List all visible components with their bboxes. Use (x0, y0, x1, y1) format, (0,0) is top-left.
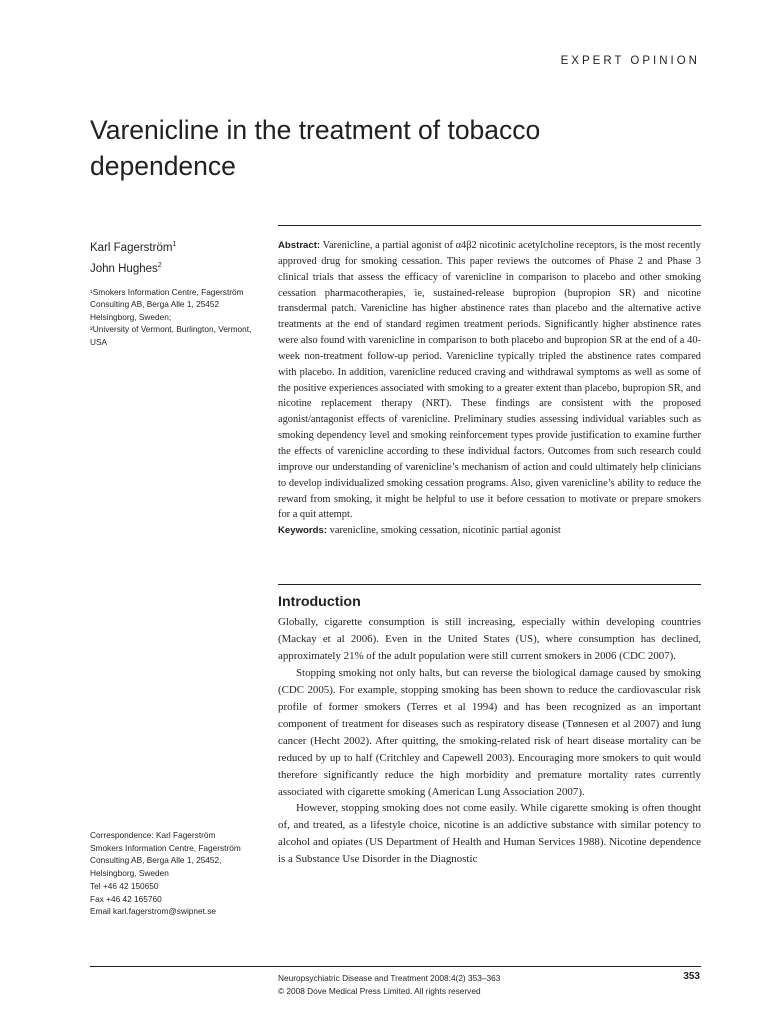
body-paragraph: Globally, cigarette consumption is still increasing, especially within developing countries (Mackay et al 2006). Even in the United States (US), where consumption has declined, approximately 21% of the adult population were still current smokers in 2006 (CDC 2007). (278, 616, 701, 662)
introduction-body (278, 614, 701, 868)
abstract-paragraph (278, 238, 701, 523)
section-label: EXPERT OPINION (560, 55, 700, 67)
page-number: 353 (683, 971, 700, 982)
affiliations (90, 286, 262, 349)
keywords-text: varenicline, smoking cessation, nicotinic partial agonist (329, 525, 561, 537)
correspondence-email: Email karl.fagerstrom@swipnet.se (90, 906, 217, 917)
author-affil-marker: 2 (157, 261, 162, 269)
author-1 (90, 236, 262, 257)
correspondence-line: Fax +46 42 165760 (90, 893, 162, 904)
abstract-text: Varenicline, a partial agonist of α4β2 nicotinic acetylcholine receptors, is the most recently approved drug for smoking cessation. This paper reviews the outcomes of Phase 2 and Phase 3 clinical trials that assess the efficacy of varenicline in comparison to placebo and other smoking cessation pharmacotherapies, ie, sustained-release bupropion (bupropion SR) and nicotine transdermal patch. Varenicline has higher abstinence rates than placebo and the alternative active treatments at the end of standard regimen treatment periods. Significantly higher abstinence rates were also found with varenicline in comparison to both placebo and bupropion SR at the end of a 40-week non-treatment follow-up period. Varenicline typically tripled the abstinence rates compared with placebo. In addition, varenicline reduced craving and withdrawal symptoms as well as some of the positive experiences associated with smoking to a greater extent than placebo, bupropion SR, and nicotine replacement therapy (NRT). These findings are consistent with the proposed agonist/antagonist effects of varenicline. Preliminary studies assessing individual variables such as smoking dependency level and smoking reinforcement types provide justification to examine further the effects of varenicline according to these individual factors. Outcomes from such research could improve our understanding of varenicline’s mechanism of action and could ultimately help clinicians to develop individualized smoking cessation programs. Also, given varenicline’s ability to reduce the reward from smoking, it might be helpful to use it before cessation to motivate or prepare smokers for a quit attempt. (278, 240, 701, 521)
author-block (90, 236, 262, 348)
correspondence-line: Correspondence: Karl Fagerström (90, 830, 216, 840)
correspondence-line: Helsingborg, Sweden (90, 868, 169, 879)
abstract (278, 238, 701, 539)
correspondence-block (90, 829, 262, 918)
introduction-heading: Introduction (278, 594, 361, 610)
author-name: John Hughes (90, 262, 158, 275)
author-2 (90, 257, 262, 278)
author-name: Karl Fagerström (90, 241, 173, 254)
correspondence-line: Tel +46 42 150650 (90, 880, 159, 891)
footer (278, 972, 500, 997)
abstract-top-rule (278, 225, 701, 226)
body-paragraph: Stopping smoking not only halts, but can reverse the biological damage caused by smoking (CDC 2005). For example, stopping smoking has been shown to reduce the cardiovascular risk profile of former smokers (Terres et al 1994) and has been recognized as an important component of treatment for diseases such as respiratory disease (Tønnesen et al 2007) and lung cancer (Hecht 2002). After quitting, the smoking-related risk of heart disease mortality can be reduced by up to half (Critchley and Capewell 2003). Encouraging more smokers to quit would therefore significantly reduce the high morbidity and premature mortality rates currently associated with cigarette smoking (American Lung Association 2007). (278, 666, 701, 798)
correspondence-line: Consulting AB, Berga Alle 1, 25452, (90, 855, 222, 866)
copyright: © 2008 Dove Medical Press Limited. All rights reserved (278, 985, 481, 996)
affiliation-1: ¹Smokers Information Centre, Fagerström Consulting AB, Berga Alle 1, 25452 Helsingborg, Sweden; (90, 286, 244, 322)
keywords-label: Keywords: (278, 525, 328, 537)
journal-citation: Neuropsychiatric Disease and Treatment 2008:4(2) 353–363 (278, 973, 501, 983)
body-paragraph: However, stopping smoking does not come easily. While cigarette smoking is often thought of, and treated, as a lifestyle choice, nicotine is an addictive substance with similar potency to alcohol and opiates (US Department of Health and Human Services 1988). Nicotine dependence is a Substance Use Disorder in the Diagnostic (278, 802, 701, 866)
correspondence-line: Smokers Information Centre, Fagerström (90, 842, 241, 853)
footer-rule (90, 966, 701, 967)
abstract-label: Abstract: (278, 240, 321, 251)
article-title: Varenicline in the treatment of tobacco dependence (90, 115, 541, 181)
affiliation-2: ²University of Vermont, Burlington, Vermont, USA (90, 324, 252, 347)
keywords (278, 523, 701, 539)
author-affil-marker: 1 (172, 241, 177, 248)
abstract-bottom-rule (278, 584, 701, 585)
